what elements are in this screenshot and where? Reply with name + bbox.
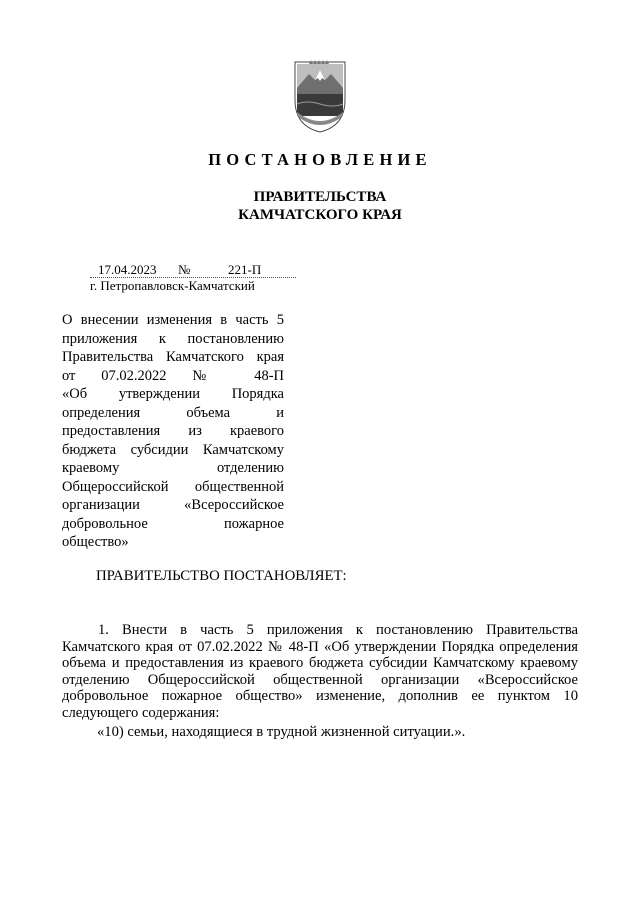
authority-line-1: ПРАВИТЕЛЬСТВА bbox=[253, 189, 387, 205]
subject-line: общество» bbox=[62, 534, 129, 550]
subject-line: Правительства Камчатского края bbox=[62, 349, 284, 365]
city-name: г. Петропавловск-Камчатский bbox=[90, 278, 255, 293]
subject-line: определения объема и bbox=[62, 404, 284, 421]
decree-heading: ПРАВИТЕЛЬСТВО ПОСТАНОВЛЯЕТ: bbox=[96, 568, 347, 584]
subject-line: «Об утверждении Порядка bbox=[62, 386, 284, 402]
number-sign: № bbox=[178, 262, 191, 277]
decree-body bbox=[62, 622, 578, 722]
body-line: объема и предоставления из краевого бюджета субсидии Камчатскому краевому bbox=[62, 655, 578, 672]
subject-line: приложения к постановлению bbox=[62, 330, 284, 347]
body-line: 1. Внести в часть 5 приложения к постановлению Правительства bbox=[98, 622, 578, 638]
page-title: ПОСТАНОВЛЕНИЕ bbox=[208, 150, 432, 169]
body-line: Камчатского края от 07.02.2022 № 48-П «Об утверждении Порядка определения bbox=[62, 638, 578, 655]
issuing-authority bbox=[0, 188, 640, 224]
body-line: добровольное пожарное общество» изменение, дополнив ее пунктом 10 bbox=[62, 688, 578, 705]
subject-line: предоставления из краевого bbox=[62, 423, 284, 439]
subject-line: бюджета субсидии Камчатскому bbox=[62, 441, 284, 458]
authority-line-2: КАМЧАТСКОГО КРАЯ bbox=[238, 207, 402, 223]
subject-line: О внесении изменения в часть 5 bbox=[62, 312, 284, 328]
subject-line: краевому отделению bbox=[62, 460, 284, 476]
subject-line: добровольное пожарное bbox=[62, 515, 284, 532]
subject-line: Общероссийской общественной bbox=[62, 478, 284, 495]
subject-line: от 07.02.2022 № 48-П bbox=[62, 367, 284, 384]
body-line: отделению Общероссийской общественной организации «Всероссийское bbox=[62, 671, 578, 688]
item-10-text: «10) семьи, находящиеся в трудной жизненной ситуации.». bbox=[97, 724, 466, 740]
kamchatka-coat-of-arms-icon bbox=[289, 60, 351, 134]
document-subject bbox=[62, 311, 284, 552]
document-date: 17.04.2023 bbox=[98, 262, 157, 277]
subject-line: организации «Всероссийское bbox=[62, 497, 284, 513]
document-number: 221-П bbox=[228, 262, 262, 277]
body-line: следующего содержания: bbox=[62, 704, 220, 721]
